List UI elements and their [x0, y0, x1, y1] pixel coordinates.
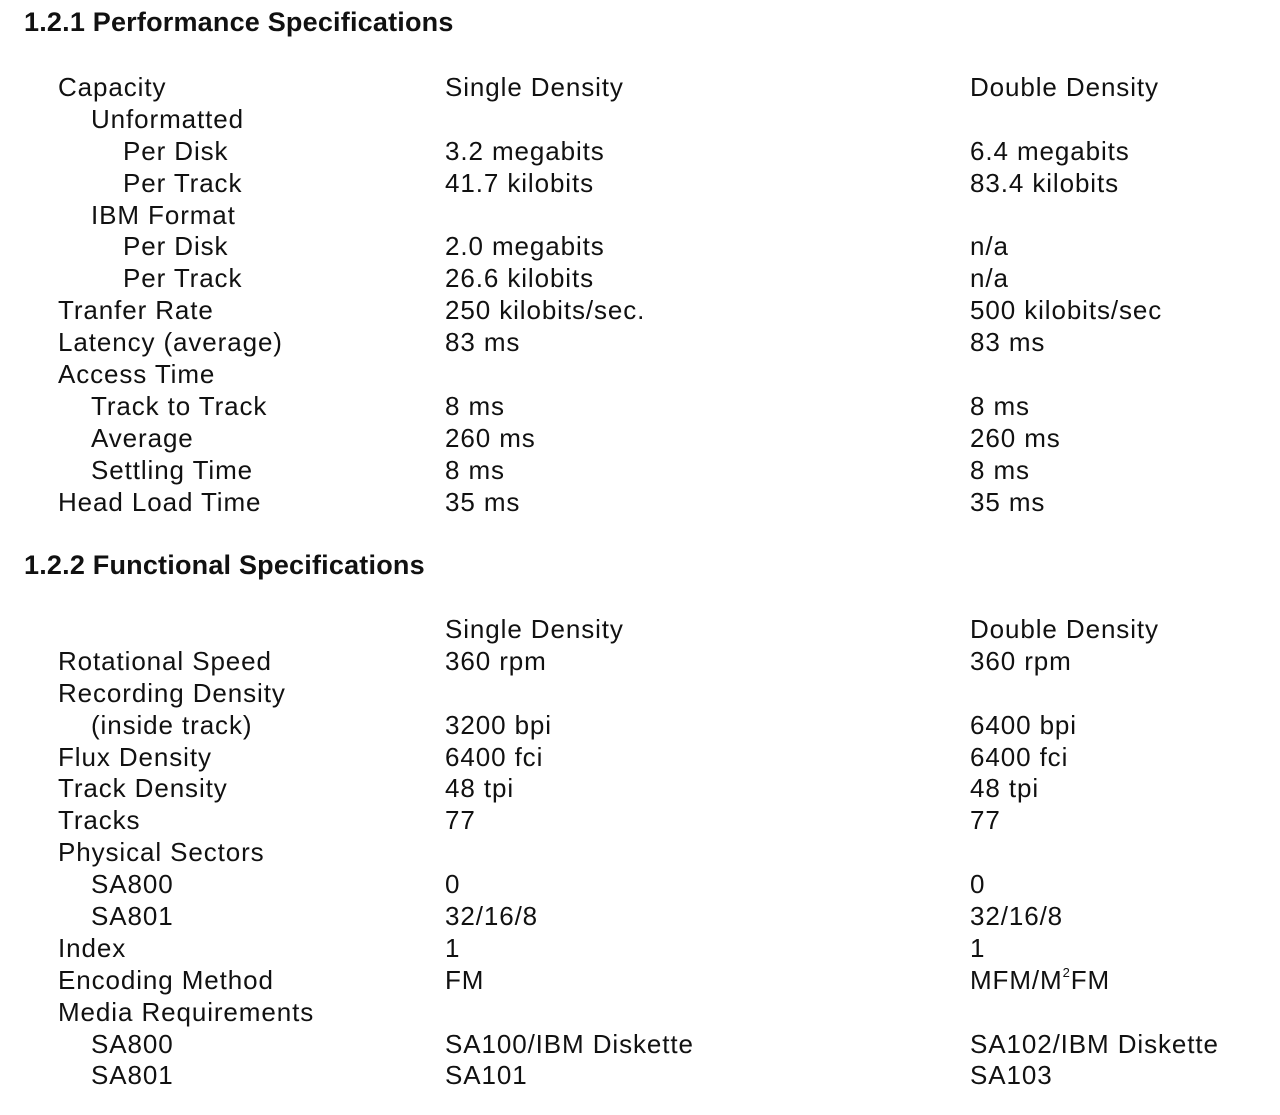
double-density-value: 8 ms — [970, 454, 1030, 485]
double-density-value: 77 — [970, 805, 1001, 836]
row-label: Media Requirements — [58, 996, 315, 1027]
double-density-value: 83.4 kilobits — [970, 167, 1119, 198]
spec-row — [0, 997, 1280, 1029]
single-density-value: 250 kilobits/sec. — [445, 295, 646, 326]
row-label: Access Time — [58, 359, 216, 390]
single-density-value: 0 — [445, 869, 461, 900]
spec-row — [0, 1060, 1280, 1092]
spec-row — [0, 1029, 1280, 1061]
spec-row — [0, 200, 1280, 232]
row-label: Average — [91, 422, 194, 453]
double-density-value: 8 ms — [970, 390, 1030, 421]
spec-row — [0, 104, 1280, 136]
spec-row — [0, 933, 1280, 965]
single-density-value: 26.6 kilobits — [445, 263, 594, 294]
functional-spec-table — [0, 614, 1280, 1092]
double-density-value — [970, 965, 1110, 997]
spec-row — [0, 136, 1280, 168]
row-label: Capacity — [58, 72, 167, 102]
spec-row — [0, 391, 1280, 423]
encoding-prefix: MFM/M — [970, 964, 1063, 995]
row-label: Encoding Method — [58, 964, 274, 995]
double-density-value: n/a — [970, 263, 1009, 294]
spec-row — [0, 72, 1280, 104]
double-density-value: SA103 — [970, 1060, 1053, 1091]
single-density-value: 8 ms — [445, 454, 505, 485]
spec-row — [0, 359, 1280, 391]
row-label: Tracks — [58, 805, 141, 836]
double-density-value: 6.4 megabits — [970, 135, 1130, 166]
row-label: Per Track — [123, 263, 243, 294]
row-label: Track Density — [58, 773, 228, 804]
single-density-value: 6400 fci — [445, 741, 544, 772]
spec-row — [0, 455, 1280, 487]
column-header-double-density: Double Density — [970, 72, 1159, 102]
row-label: SA801 — [91, 1060, 174, 1091]
row-label: Tranfer Rate — [58, 295, 214, 326]
row-label: Recording Density — [58, 677, 286, 708]
row-label: SA800 — [91, 869, 174, 900]
row-label: Rotational Speed — [58, 645, 272, 676]
double-density-value: 83 ms — [970, 327, 1046, 358]
spec-row — [0, 901, 1280, 933]
spec-row — [0, 773, 1280, 805]
double-density-value: 0 — [970, 869, 986, 900]
double-density-value: n/a — [970, 231, 1009, 262]
single-density-value: FM — [445, 964, 485, 995]
spec-row — [0, 263, 1280, 295]
spec-row — [0, 646, 1280, 678]
superscript: 2 — [1062, 964, 1071, 980]
spec-row — [0, 710, 1280, 742]
double-density-value: SA102/IBM Diskette — [970, 1028, 1219, 1059]
row-label: Head Load Time — [58, 486, 262, 517]
double-density-value: 500 kilobits/sec — [970, 295, 1163, 326]
spec-row — [0, 614, 1280, 646]
column-header-single-density: Single Density — [445, 614, 624, 644]
single-density-value: 8 ms — [445, 390, 505, 421]
single-density-value: 3200 bpi — [445, 709, 552, 740]
row-label: Latency (average) — [58, 327, 283, 358]
double-density-value: 32/16/8 — [970, 901, 1064, 932]
row-label: (inside track) — [91, 709, 253, 740]
single-density-value: 260 ms — [445, 422, 536, 453]
performance-spec-table — [0, 72, 1280, 518]
single-density-value: SA100/IBM Diskette — [445, 1028, 694, 1059]
single-density-value: 35 ms — [445, 486, 521, 517]
single-density-value: 3.2 megabits — [445, 135, 605, 166]
spec-row — [0, 231, 1280, 263]
single-density-value: 41.7 kilobits — [445, 167, 594, 198]
spec-row — [0, 869, 1280, 901]
row-label: Per Track — [123, 167, 243, 198]
single-density-value: 77 — [445, 805, 476, 836]
double-density-value: 6400 bpi — [970, 709, 1077, 740]
double-density-value: 360 rpm — [970, 645, 1072, 676]
spec-row — [0, 965, 1280, 997]
double-density-value: 1 — [970, 932, 986, 963]
row-label: Flux Density — [58, 741, 212, 772]
single-density-value: 48 tpi — [445, 773, 515, 804]
spec-row — [0, 837, 1280, 869]
row-label: Per Disk — [123, 231, 229, 262]
double-density-value: 260 ms — [970, 422, 1061, 453]
spec-row — [0, 742, 1280, 774]
spec-row — [0, 678, 1280, 710]
spec-row — [0, 805, 1280, 837]
section-heading-functional: 1.2.2 Functional Specifications — [24, 550, 425, 580]
spec-row — [0, 327, 1280, 359]
row-label: Track to Track — [91, 390, 268, 421]
row-label: Per Disk — [123, 135, 229, 166]
row-label: Settling Time — [91, 454, 253, 485]
column-header-double-density: Double Density — [970, 614, 1159, 644]
double-density-value: 35 ms — [970, 486, 1046, 517]
column-header-single-density: Single Density — [445, 72, 624, 102]
row-label: SA800 — [91, 1028, 174, 1059]
section-heading-performance: 1.2.1 Performance Specifications — [24, 7, 454, 37]
single-density-value: SA101 — [445, 1060, 528, 1091]
double-density-value: 48 tpi — [970, 773, 1040, 804]
encoding-suffix: FM — [1070, 964, 1111, 995]
row-label: Physical Sectors — [58, 837, 265, 868]
row-label: Unformatted — [91, 103, 244, 134]
row-label: IBM Format — [91, 199, 236, 230]
spec-row — [0, 423, 1280, 455]
double-density-value: 6400 fci — [970, 741, 1069, 772]
single-density-value: 83 ms — [445, 327, 521, 358]
single-density-value: 32/16/8 — [445, 901, 539, 932]
row-label: SA801 — [91, 901, 174, 932]
spec-row — [0, 487, 1280, 519]
spec-row — [0, 168, 1280, 200]
single-density-value: 1 — [445, 932, 461, 963]
single-density-value: 2.0 megabits — [445, 231, 605, 262]
single-density-value: 360 rpm — [445, 645, 547, 676]
row-label: Index — [58, 932, 127, 963]
spec-row — [0, 295, 1280, 327]
